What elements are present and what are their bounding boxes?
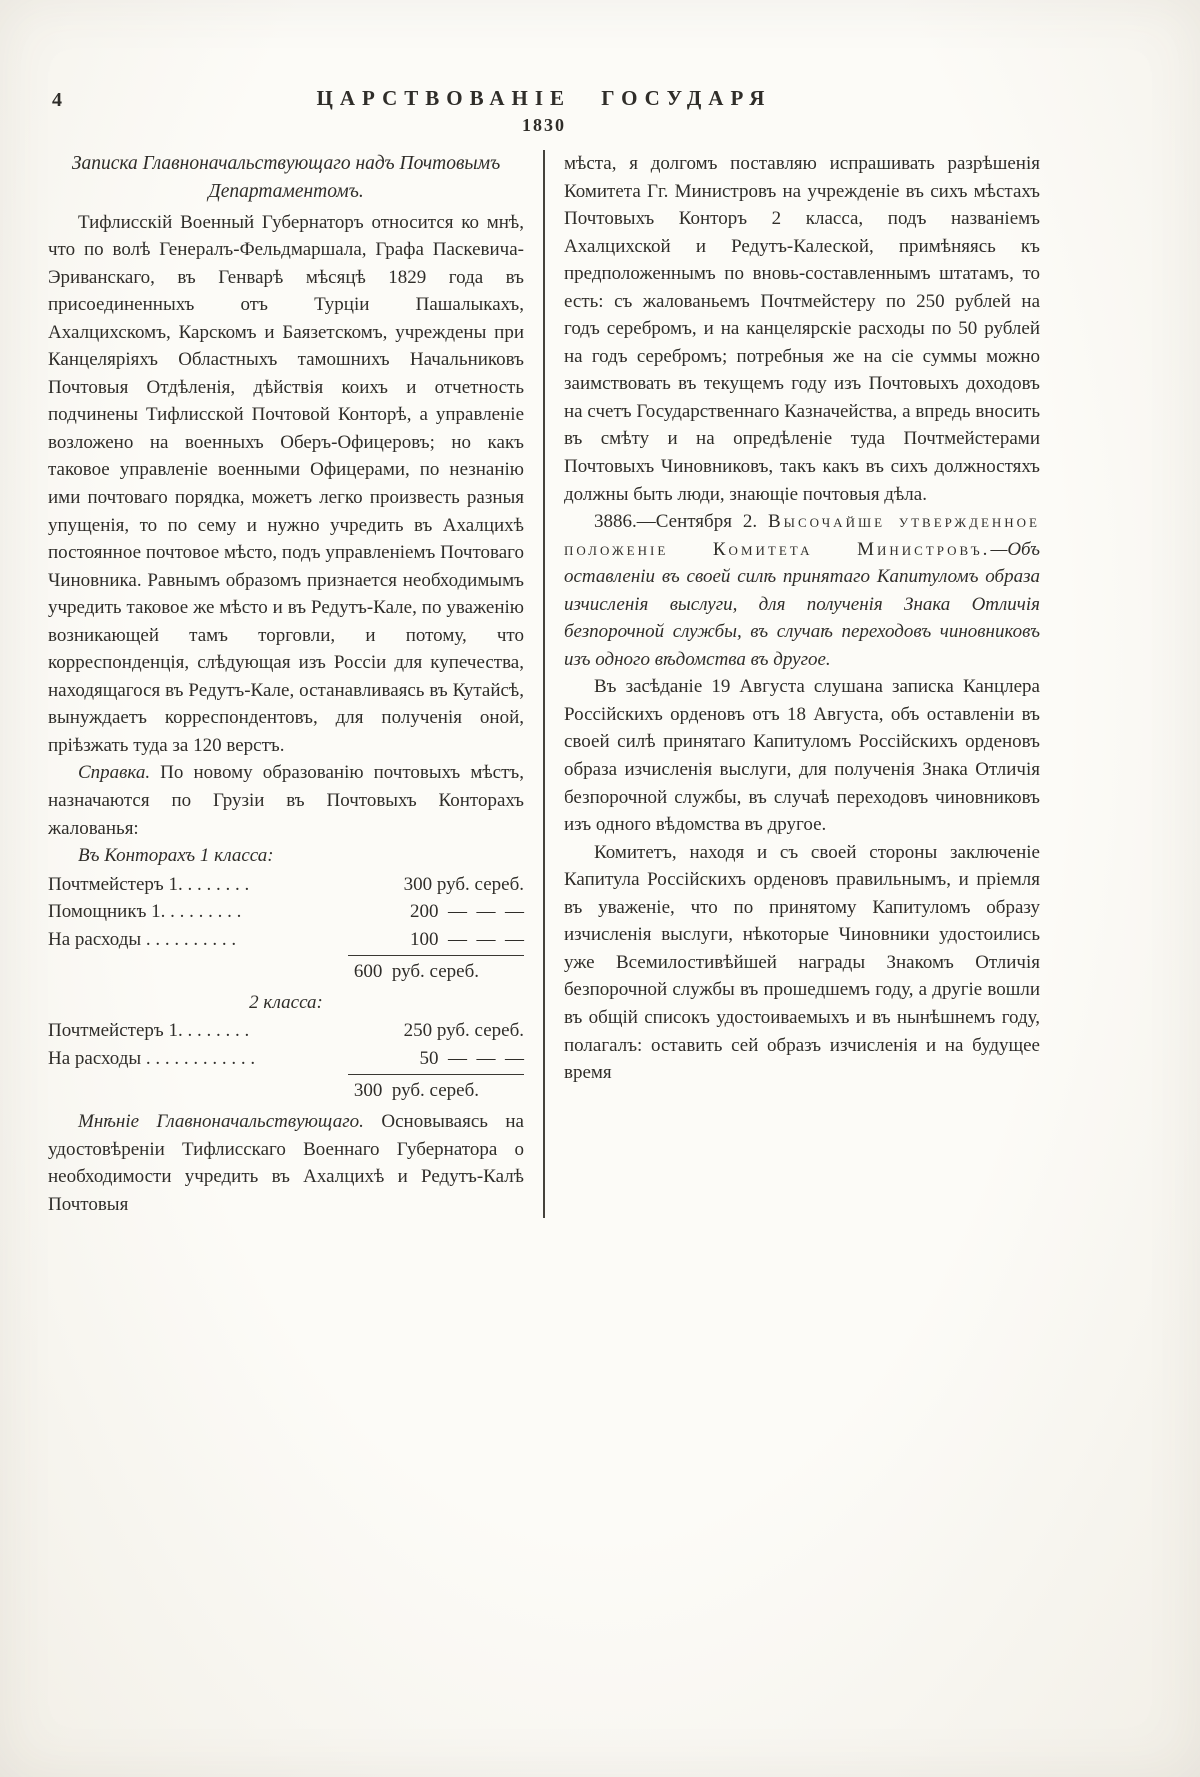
act-title: —Объ оставленіи въ своей силѣ принятаго Капитуломъ образа изчисленія выслуги, для полученія Знака Отличія безпорочной службы, въ случаѣ переходовъ чиновниковъ изъ одного вѣдомства въ другое. xyxy=(564,538,1040,670)
paragraph: Тифлисскій Военный Губернаторъ относится ко мнѣ, что по волѣ Генералъ-Фельдмаршала, Графа Паскевича-Эриванскаго, въ Генварѣ мѣсяцѣ 1829 года въ присоединенныхъ отъ Турціи Пашалыкахъ, Ахалцихскомъ, Карскомъ и Баязетскомъ, учреждены при Канцеляріяхъ Областныхъ тамошнихъ Начальниковъ Почтовыя Отдѣленія, дѣйствія коихъ и отчетность подчинены Тифлисской Почтовой Конторѣ, а управленіе возложено на военныхъ Оберъ-Офицеровъ; но какъ таковое управленіе военными Офицерами, по незнанію ими почтоваго порядка, можетъ легко произвесть разныя упущенія, то по сему и нужно учредить въ Ахалцихѣ постоянное почтовое мѣсто, подъ управленіемъ Почтоваго Чиновника. Равнымъ образомъ признается необходимымъ учредить таковое же мѣсто и въ Редутъ-Кале, по уваженію возникающей тамъ торговли, и потому, что корреспонденція, слѣдующая изъ Россіи для купечества, находящагося въ Редутъ-Кале, останавливаясь въ Кутайсѣ, вынуждаетъ корреспондентовъ, для полученія оной, пріѣзжать туда за 120 верстъ. xyxy=(48,211,524,756)
page-title: ЦАРСТВОВАНІЕ ГОСУДАРЯ xyxy=(316,86,772,110)
tariff-total-row xyxy=(48,955,524,986)
tariff-amount: 100 — — — xyxy=(410,928,524,950)
tariff-label: На расходы . . . . . . . . . . xyxy=(48,928,237,950)
tariff-row xyxy=(48,871,524,899)
tariff-label: На расходы . . . . . . . . . . . . xyxy=(48,1047,256,1069)
act-type: Высочайше утвержденное положеніе Комитета Министровъ. xyxy=(564,511,1040,560)
act-number: 3886.—Сентября 2. xyxy=(594,511,768,533)
year-heading: 1830 xyxy=(522,115,566,135)
tariff-total: 600 руб. сереб. xyxy=(348,955,524,986)
paragraph xyxy=(564,508,1040,673)
tariff-table xyxy=(48,871,524,986)
tariff-row xyxy=(48,1017,524,1045)
tariff-label: Помощникъ 1. . . . . . . . . xyxy=(48,901,242,923)
paragraph: Комитетъ, находя и съ своей стороны заключеніе Капитула Россійскихъ орденовъ правильнымъ, и пріемля въ уваженіе, что по принятому Капитуломъ образу изчисленія выслуги, нѣкоторые Чиновники удостоились уже Всемилостивѣйшей награды Знакомъ Отличія безпорочной службы въ прошедшемъ году, а другіе вошли въ общій списокъ удостоиваемыхъ и въ нынѣшнемъ году, полагалъ: оставить сей образъ изчисленія и на будущее время xyxy=(564,841,1040,1084)
column-divider xyxy=(543,150,545,1218)
tariff-heading: Въ Конторахъ 1 класса: xyxy=(78,845,274,867)
tariff-amount: 200 — — — xyxy=(410,901,524,923)
section-heading: Записка Главноначальствующаго надъ Почтовымъ Департаментомъ. xyxy=(71,153,501,203)
page-number: 4 xyxy=(52,89,62,111)
tariff-table xyxy=(48,1017,524,1105)
tariff-label: Почтмейстеръ 1. . . . . . . . xyxy=(48,1020,250,1042)
tariff-total-row xyxy=(48,1074,524,1105)
tariff-total: 300 руб. сереб. xyxy=(348,1074,524,1105)
tariff-row xyxy=(48,1045,524,1073)
left-column xyxy=(48,150,524,1218)
paragraph-lead: Мнѣніе Главноначальствующаго. xyxy=(78,1111,364,1133)
paragraph-text: По новому образованію почтовыхъ мѣстъ, назначаются по Грузіи въ Почтовыхъ Конторахъ жалованья: xyxy=(48,762,524,839)
two-column-layout xyxy=(48,150,1040,1218)
page-header xyxy=(48,86,1040,111)
paragraph xyxy=(48,759,524,842)
tariff-row xyxy=(48,898,524,926)
paragraph-text: Основываясь на удостовѣреніи Тифлисскаго Военнаго Губернатора о необходимости учредить въ Ахалцихѣ и Редутъ-Калѣ Почтовыя xyxy=(48,1111,524,1215)
paragraph-lead: Справка. xyxy=(78,762,151,784)
paragraph xyxy=(48,1108,524,1218)
paragraph: мѣста, я долгомъ поставляю испрашивать разрѣшенія Комитета Гг. Министровъ на учрежденіе въ сихъ мѣстахъ Почтовыхъ Конторъ 2 класса, подъ названіемъ Ахалцихской и Редутъ-Калеской, примѣняясь къ предположеннымъ по вновь-составленнымъ штатамъ, то есть: съ жалованьемъ Почтмейстеру по 250 рублей на годъ серебромъ, и на канцелярскіе расходы по 50 рублей на годъ серебромъ; потребныя же на сіе суммы можно заимствовать въ текущемъ году изъ Почтовыхъ доходовъ на счетъ Государственнаго Казначейства, а впредь вносить въ смѣту и на опредѣленіе туда Почтмейстерами Почтовыхъ Чиновниковъ, такъ какъ въ сихъ должностяхъ должны быть люди, знающіе почтовыя дѣла. xyxy=(564,153,1040,505)
tariff-amount: 250 руб. сереб. xyxy=(403,1020,524,1042)
tariff-amount: 300 руб. сереб. xyxy=(403,873,524,895)
tariff-heading: 2 класса: xyxy=(249,991,323,1013)
paragraph: Въ засѣданіе 19 Августа слушана записка Канцлера Россійскихъ орденовъ отъ 18 Августа, объ оставленіи въ своей силѣ принятаго Капитуломъ Россійскихъ орденовъ образа изчисленія выслуги, для полученія Знака Отличія безпорочной службы, въ случаѣ переходовъ чиновниковъ изъ одного вѣдомства въ другое. xyxy=(564,676,1040,836)
right-column xyxy=(564,150,1040,1218)
tariff-amount: 50 — — — xyxy=(419,1047,524,1069)
tariff-label: Почтмейстеръ 1. . . . . . . . xyxy=(48,873,250,895)
tariff-row xyxy=(48,926,524,954)
